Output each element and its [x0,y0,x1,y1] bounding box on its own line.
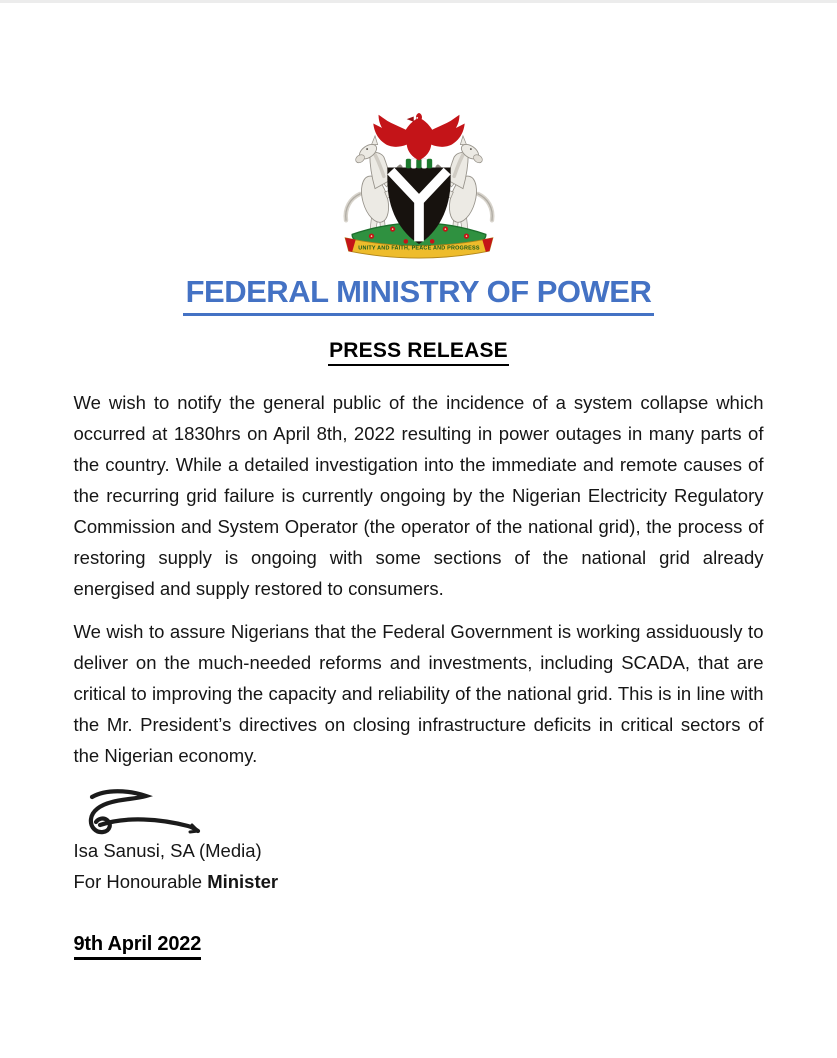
coat-of-arms-graphic [331,113,507,266]
press-release-heading: PRESS RELEASE [328,339,509,366]
signatory-role-line [74,866,764,897]
signatory-name: Isa Sanusi, SA (Media) [73,840,262,861]
release-date: 9th April 2022 [74,933,202,960]
nigeria-coat-of-arms [331,113,507,266]
signature-block [74,783,764,837]
motto-text: UNITY AND FAITH, PEACE AND PROGRESS [357,245,480,252]
date-row [74,933,764,960]
body-paragraph-1: We wish to notify the general public of the incidence of a system collapse which occurred at 1830hrs on April 8th, 2022 resulting in power outages in many parts of the country. While a detailed investigation into the immediate and remote causes of the recurring grid failure is currently ongoing by the Nigerian Electricity Regulatory Commission and System Operator (the operator of the national grid), the process of restoring supply is ongoing with some sections of the national grid already energised and supply restored to consumers. [73,392,764,599]
eagle-icon [373,113,464,160]
body-paragraph-2: We wish to assure Nigerians that the Federal Government is working assiduously to deliver on the much-needed reforms and investments, including SCADA, that are critical to improving the capacity and reliability of the national grid. This is in line with the Mr. President’s directives on closing infrastructure deficits in critical sectors of the Nigerian economy. [73,621,764,766]
signed-for-prefix: For Honourable [73,871,208,892]
body-text [74,387,764,771]
title-row [0,274,837,316]
signed-for-minister: Minister [207,871,279,892]
press-heading-row [0,339,837,366]
ministry-title: FEDERAL MINISTRY OF POWER [183,274,655,316]
signoff [74,835,764,897]
handwritten-signature [76,783,226,837]
